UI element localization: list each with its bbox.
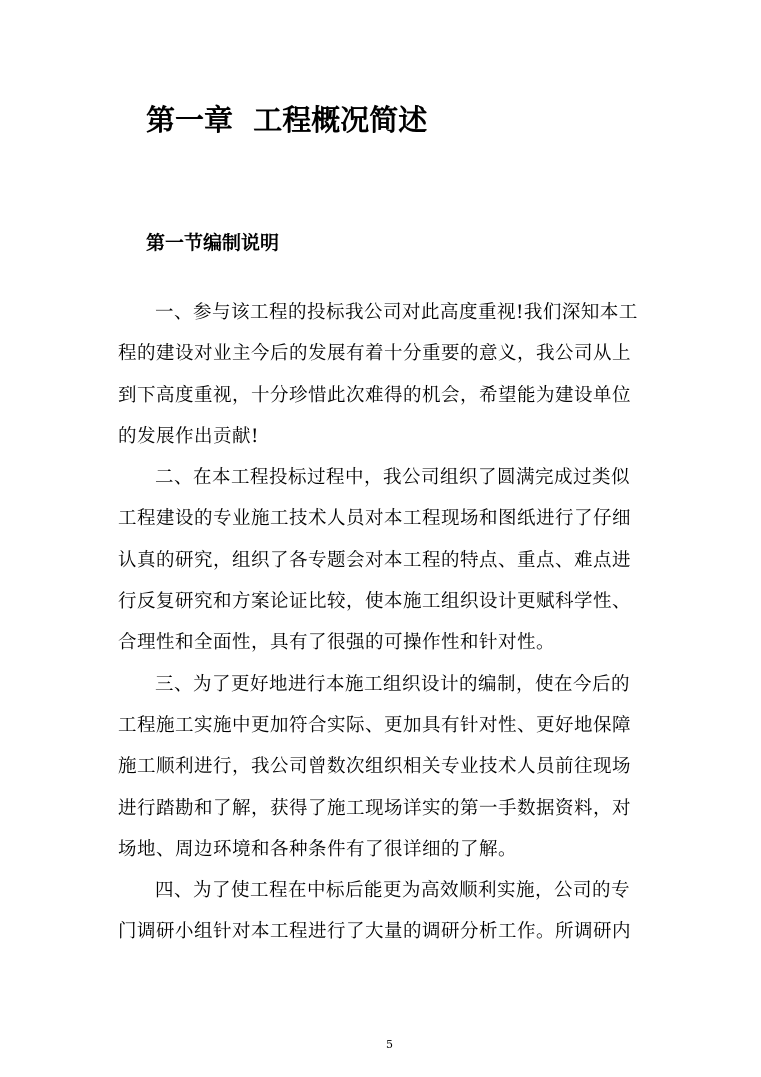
text-line: 二、在本工程投标过程中，我公司组织了圆满完成过类似 bbox=[155, 467, 631, 489]
section-title: 第一节编制说明 bbox=[146, 232, 280, 254]
paragraph-2 bbox=[118, 457, 638, 663]
text-line: 施工顺利进行，我公司曾数次组织相关专业技术人员前往现场 bbox=[118, 756, 632, 778]
text-line: 的发展作出贡献! bbox=[118, 425, 259, 447]
text-line: 程的建设对业主今后的发展有着十分重要的意义，我公司从上 bbox=[118, 343, 632, 365]
body-text bbox=[118, 292, 638, 953]
text-line: 到下高度重视，十分珍惜此次难得的机会，希望能为建设单位 bbox=[118, 384, 632, 406]
text-line: 工程施工实施中更加符合实际、更加具有针对性、更好地保障 bbox=[118, 714, 632, 736]
page-number: 5 bbox=[386, 1038, 393, 1051]
paragraph-3 bbox=[118, 664, 638, 870]
text-line: 场地、周边环境和各种条件有了很详细的了解。 bbox=[118, 838, 518, 860]
text-line: 三、为了更好地进行本施工组织设计的编制，使在今后的 bbox=[155, 673, 631, 695]
text-line: 门调研小组针对本工程进行了大量的调研分析工作。所调研内 bbox=[118, 921, 632, 943]
text-line: 认真的研究，组织了各专题会对本工程的特点、重点、难点进 bbox=[118, 549, 632, 571]
text-line: 四、为了使工程在中标后能更为高效顺利实施，公司的专 bbox=[155, 880, 631, 902]
text-line: 合理性和全面性，具有了很强的可操作性和针对性。 bbox=[118, 632, 556, 654]
paragraph-1 bbox=[118, 292, 638, 457]
chapter-title: 第一章 工程概况简述 bbox=[146, 103, 428, 137]
text-line: 一、参与该工程的投标我公司对此高度重视!我们深知本工 bbox=[155, 302, 638, 323]
text-line: 进行踏勘和了解，获得了施工现场详实的第一手数据资料，对 bbox=[118, 797, 632, 819]
text-line: 工程建设的专业施工技术人员对本工程现场和图纸进行了仔细 bbox=[118, 508, 632, 530]
paragraph-4 bbox=[118, 870, 638, 953]
text-line: 行反复研究和方案论证比较，使本施工组织设计更赋科学性、 bbox=[118, 591, 632, 613]
